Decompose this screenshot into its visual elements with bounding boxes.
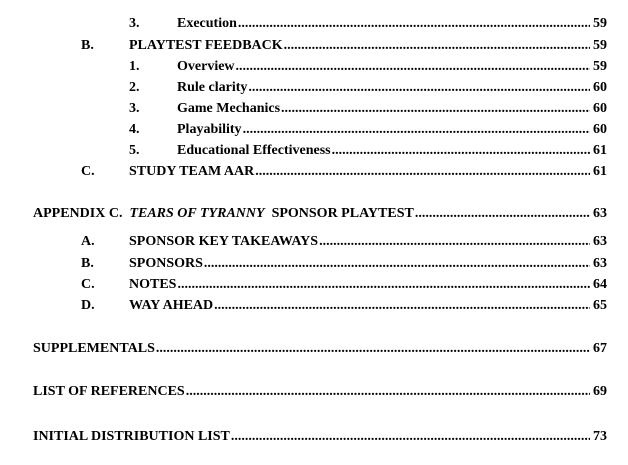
toc-entry-title: INITIAL DISTRIBUTION LIST [33,429,230,444]
toc-entry-list-of-references[interactable] [33,383,607,401]
toc-entry-title: Overview [177,59,235,74]
appendix-title-suffix: SPONSOR PLAYTEST [271,206,414,221]
toc-entry-title: Rule clarity [177,80,248,95]
toc-entry-page: 60 [593,122,607,137]
toc-entry-number: B. [81,256,94,271]
toc-entry-title: SUPPLEMENTALS [33,341,155,356]
toc-entry-sponsor-key-takeaways[interactable] [81,233,607,251]
toc-entry-playability[interactable] [129,121,607,139]
toc-entry-notes[interactable] [81,276,607,294]
toc-entry-number: B. [81,38,94,53]
toc-entry-appendix-c[interactable] [33,205,607,223]
toc-entry-page: 69 [593,384,607,399]
toc-entry-title: Game Mechanics [177,101,281,116]
toc-entry-rule-clarity[interactable] [129,79,607,97]
toc-entry-study-team-aar[interactable] [81,163,607,181]
toc-entry-page: 60 [593,101,607,116]
toc-entry-number: D. [81,298,95,313]
toc-entry-sponsors[interactable] [81,255,607,273]
dot-leader [284,37,590,55]
toc-entry-overview[interactable] [129,58,607,76]
toc-entry-title: LIST OF REFERENCES [33,384,185,399]
dot-leader [415,205,590,223]
toc-entry-title: SPONSOR KEY TAKEAWAYS [129,234,319,249]
toc-entry-number: 2. [129,80,140,95]
appendix-label: APPENDIX C. [33,206,123,221]
dot-leader [236,58,590,76]
toc-entry-title: WAY AHEAD [129,298,214,313]
toc-entry-number: 3. [129,16,140,31]
toc-entry-title: STUDY TEAM AAR [129,164,255,179]
toc-entry-title: Educational Effectiveness [177,143,331,158]
toc-entry-number: 1. [129,59,140,74]
dot-leader [332,142,590,160]
toc-entry-playtest-feedback[interactable] [81,37,607,55]
toc-entry-page: 61 [593,164,607,179]
dot-leader [186,383,590,401]
toc-entry-execution[interactable] [129,15,607,33]
toc-entry-page: 63 [593,206,607,221]
toc-entry-number: C. [81,277,95,292]
toc-entry-page: 64 [593,277,607,292]
dot-leader [204,255,590,273]
toc-entry-title: SPONSORS [129,256,203,271]
dot-leader [156,340,590,358]
toc-entry-page: 73 [593,429,607,444]
toc-entry-supplementals[interactable] [33,340,607,358]
toc-entry-educational-effectiveness[interactable] [129,142,607,160]
toc-entry-way-ahead[interactable] [81,297,607,315]
toc-entry-number: A. [81,234,95,249]
toc-entry-number: 3. [129,101,140,116]
toc-entry-number: C. [81,164,95,179]
toc-entry-page: 60 [593,80,607,95]
toc-entry-page: 63 [593,234,607,249]
dot-leader [177,276,590,294]
dot-leader [214,297,590,315]
dot-leader [281,100,590,118]
toc-entry-title: PLAYTEST FEEDBACK [129,38,283,53]
toc-entry-page: 65 [593,298,607,313]
dot-leader [231,428,590,446]
toc-entry-page: 59 [593,59,607,74]
toc-entry-title: Playability [177,122,242,137]
toc-entry-title [33,205,414,223]
toc-entry-page: 61 [593,143,607,158]
appendix-game-title: TEARS OF TYRANNY [129,206,265,221]
toc-entry-initial-distribution-list[interactable] [33,428,607,446]
dot-leader [243,121,590,139]
toc-entry-title: Execution [177,16,237,31]
toc-entry-page: 63 [593,256,607,271]
dot-leader [319,233,590,251]
dot-leader [248,79,590,97]
toc-entry-page: 59 [593,16,607,31]
toc-entry-number: 4. [129,122,140,137]
toc-entry-title: NOTES [129,277,177,292]
toc-entry-game-mechanics[interactable] [129,100,607,118]
toc-entry-number: 5. [129,143,140,158]
dot-leader [255,163,590,181]
toc-entry-page: 67 [593,341,607,356]
toc-entry-page: 59 [593,38,607,53]
dot-leader [238,15,590,33]
